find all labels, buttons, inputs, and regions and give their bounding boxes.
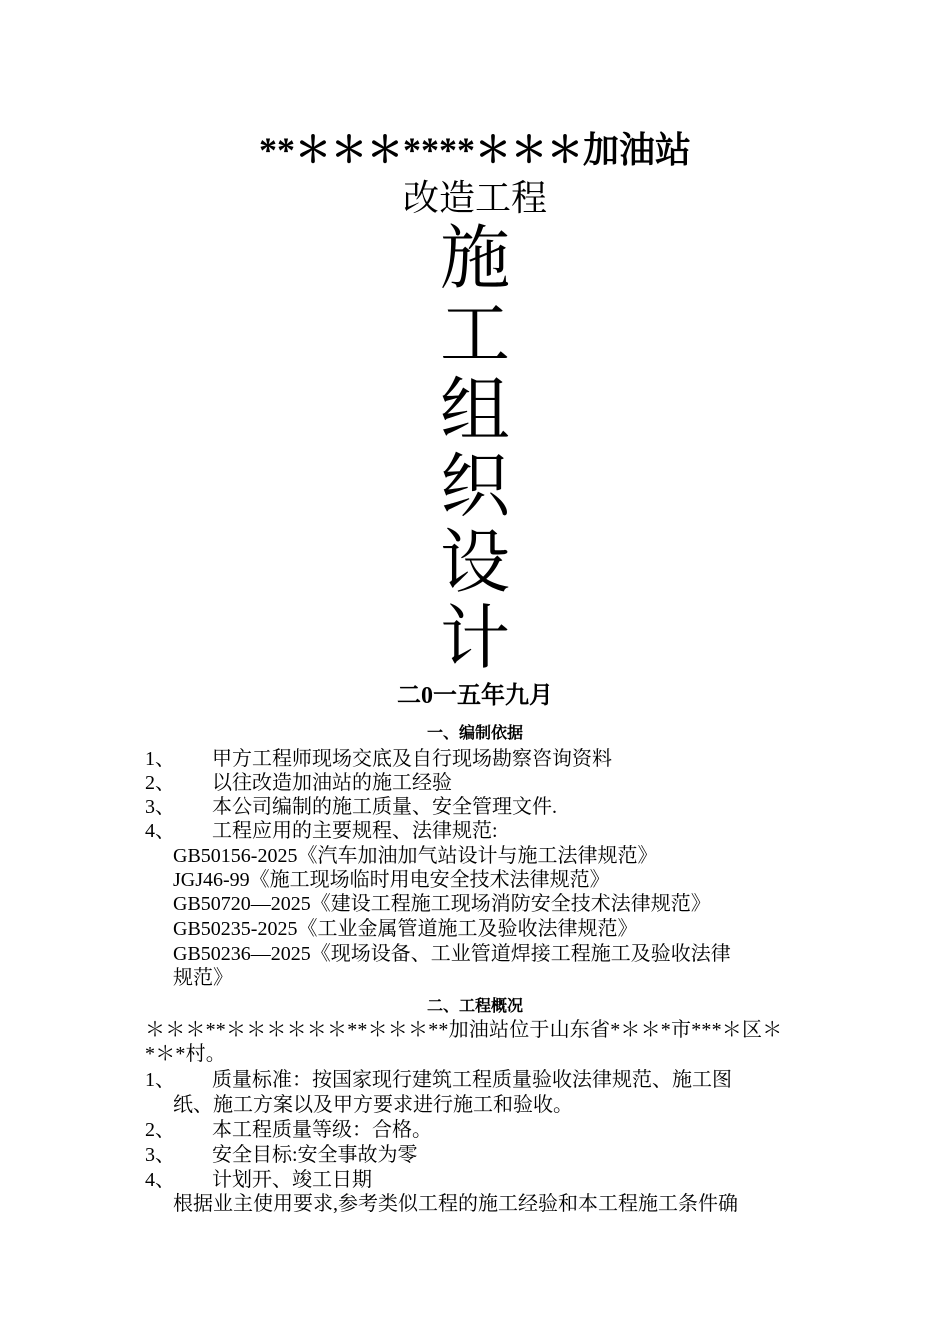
list-item-text: 本工程质量等级：合格。 [212, 1119, 432, 1141]
list-item [145, 820, 810, 843]
overview-intro-line: *＊*村。 [145, 1043, 226, 1065]
list-item [145, 796, 810, 819]
title-char: 织 [440, 449, 510, 526]
list-item-number: 1、 [145, 748, 175, 770]
title-char: 计 [440, 601, 510, 678]
standard-reference-continued: 规范》 [173, 967, 233, 989]
list-item-number: 4、 [145, 1169, 175, 1191]
list-item [145, 1069, 810, 1092]
list-item-text: 以往改造加油站的施工经验 [212, 772, 452, 794]
list-item-number: 3、 [145, 1144, 175, 1166]
list-item-text: 工程应用的主要规程、法律规范: [212, 820, 498, 842]
list-item-text: 安全目标:安全事故为零 [212, 1144, 418, 1166]
list-item [145, 748, 810, 771]
standard-reference: GB50236—2025《现场设备、工业管道焊接工程施工及验收法律 [173, 943, 731, 965]
list-item-number: 2、 [145, 772, 175, 794]
list-item [145, 1144, 810, 1167]
list-item [145, 1169, 810, 1192]
list-item [145, 1119, 810, 1142]
list-item-text: 质量标准：按国家现行建筑工程质量验收法律规范、施工图 [212, 1069, 732, 1091]
closing-paragraph: 根据业主使用要求,参考类似工程的施工经验和本工程施工条件确 [173, 1193, 738, 1215]
overview-intro-line: ＊＊＊**＊＊＊＊＊＊**＊＊＊**加油站位于山东省*＊＊*市***＊区＊ [145, 1019, 783, 1041]
standard-reference: GB50235-2025《工业金属管道施工及验收法律规范》 [173, 918, 638, 940]
document-date: 二0一五年九月 [397, 683, 553, 709]
standard-reference: JGJ46-99《施工现场临时用电安全技术法律规范》 [173, 869, 610, 891]
section-heading-basis: 一、编制依据 [426, 723, 523, 742]
list-item-text: 甲方工程师现场交底及自行现场勘察咨询资料 [212, 748, 612, 770]
list-item-number: 2、 [145, 1119, 175, 1141]
project-subtitle: 改造工程 [402, 178, 547, 218]
list-item-text: 计划开、竣工日期 [212, 1169, 372, 1191]
list-item-continuation: 纸、施工方案以及甲方要求进行施工和验收。 [173, 1094, 573, 1116]
section-heading-overview: 二、工程概况 [426, 996, 523, 1015]
standard-reference: GB50720—2025《建设工程施工现场消防安全技术法律规范》 [173, 893, 711, 915]
document-title-vertical [0, 222, 950, 678]
list-item-number: 1、 [145, 1069, 175, 1091]
title-char: 组 [440, 373, 510, 450]
title-char: 工 [440, 297, 510, 374]
list-item-number: 4、 [145, 820, 175, 842]
list-item-text: 本公司编制的施工质量、安全管理文件. [212, 796, 557, 818]
standard-reference: GB50156-2025《汽车加油加气站设计与施工法律规范》 [173, 845, 658, 867]
list-item-number: 3、 [145, 796, 175, 818]
title-char: 施 [440, 221, 510, 298]
project-title: **＊＊＊****＊＊＊加油站 [258, 130, 691, 170]
list-item [145, 772, 810, 795]
title-char: 设 [440, 525, 510, 602]
